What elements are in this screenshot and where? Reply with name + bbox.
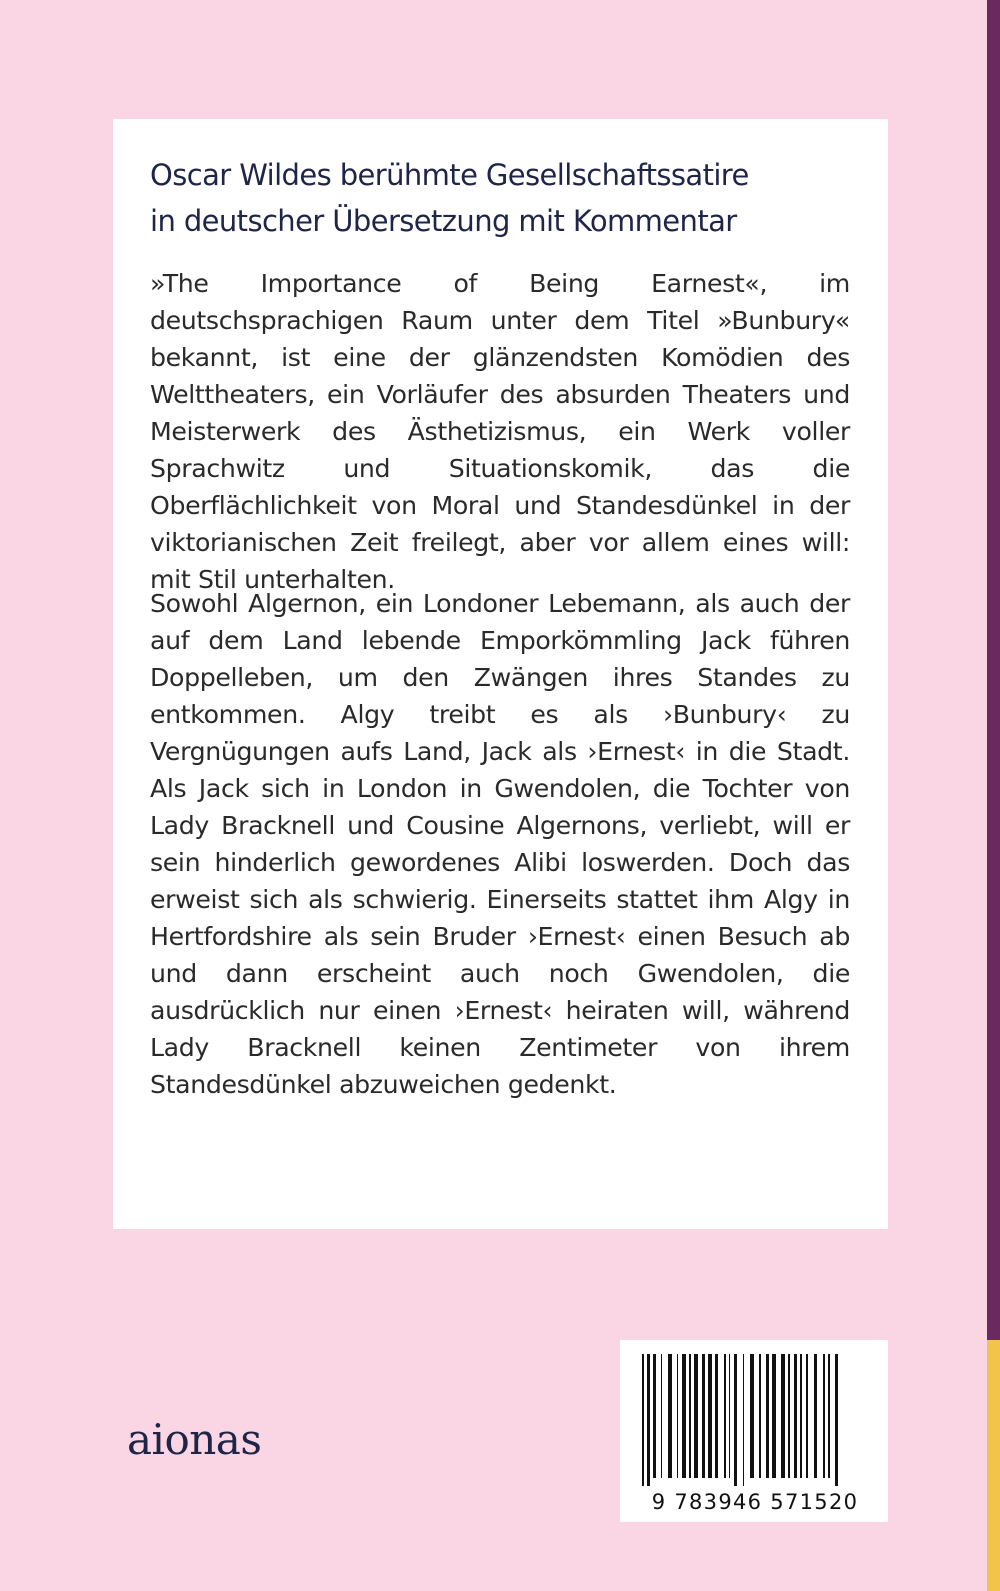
barcode-bar <box>724 1354 726 1478</box>
headline <box>150 152 870 244</box>
headline-line-1: Oscar Wildes berühmte Gesellschaftssatire <box>150 158 749 192</box>
barcode-bar <box>653 1354 656 1478</box>
barcode-bar <box>828 1354 830 1478</box>
barcode-bar <box>743 1354 744 1486</box>
barcode-bar <box>668 1354 672 1478</box>
barcode-bar <box>772 1354 776 1478</box>
barcode-bars <box>640 1354 868 1486</box>
barcode-bar <box>642 1354 644 1486</box>
barcode-bar <box>647 1354 650 1486</box>
barcode-bar <box>689 1354 691 1478</box>
headline-line-2: in deutscher Übersetzung mit Kommentar <box>150 204 737 238</box>
barcode-bar <box>694 1354 698 1478</box>
barcode-bar <box>788 1354 790 1478</box>
barcode-bar <box>708 1354 712 1478</box>
barcode-bar <box>800 1354 802 1478</box>
blurb-paragraph-2: Sowohl Algernon, ein Londoner Lebemann, als auch der auf dem Land lebende Emporkömmling Jack führen Doppelleben, um den Zwängen ihres Standes zu entkommen. Algy treibt es als ›Bunbury‹ zu Vergnügungen aufs Land, Jack als ›Ernest‹ in die Stadt. Als Jack sich in London in Gwendolen, die Tochter von Lady Bracknell und Cousine Algernons, verliebt, will er sein hinderlich gewordenes Alibi loswerden. Doch das erweist sich als schwierig. Einerseits stattet ihm Algy in Hertfordshire als sein Bruder ›Ernest‹ einen Besuch ab und dann erscheint auch noch Gwendolen, die ausdrücklich nur einen ›Ernest‹ heiraten will, während Lady Bracknell keinen Zentimeter von ihrem Standesdünkel abzuweichen gedenkt. <box>150 589 850 1099</box>
barcode-bar <box>759 1354 761 1478</box>
barcode-bar <box>715 1354 718 1478</box>
spine-accent-strip <box>987 1340 1000 1591</box>
barcode-bar <box>677 1354 678 1478</box>
barcode-bar <box>781 1354 785 1478</box>
blurb-paragraph-1: »The Importance of Being Earnest«, im deutschsprachigen Raum unter dem Titel »Bunbury« bekannt, ist eine der glänzendsten Komödien des Welttheaters, ein Vorläufer des absurden Theaters und Meisterwerk des Ästhetizismus, ein Werk voller Sprachwitz und Situationskomik, das die Oberflächlichkeit von Moral und Standesdünkel in der viktorianischen Zeit freilegt, aber vor allem eines will: mit Stil unterhalten. <box>150 269 850 594</box>
barcode-bar <box>814 1354 817 1478</box>
barcode-bar <box>794 1354 797 1478</box>
barcode-bar <box>806 1354 808 1478</box>
barcode-bar <box>835 1354 838 1486</box>
barcode-bar <box>734 1354 737 1486</box>
barcode-bar <box>702 1354 705 1478</box>
barcode <box>620 1340 888 1522</box>
publisher-logo: aionas <box>127 1415 262 1464</box>
barcode-bar <box>823 1354 825 1478</box>
barcode-bar <box>729 1354 730 1478</box>
barcode-bar <box>661 1354 662 1478</box>
barcode-bar <box>750 1354 754 1478</box>
barcode-bar <box>766 1354 769 1478</box>
isbn-digits: 9 783946 571520 <box>651 1490 859 1514</box>
barcode-bar <box>682 1354 686 1478</box>
